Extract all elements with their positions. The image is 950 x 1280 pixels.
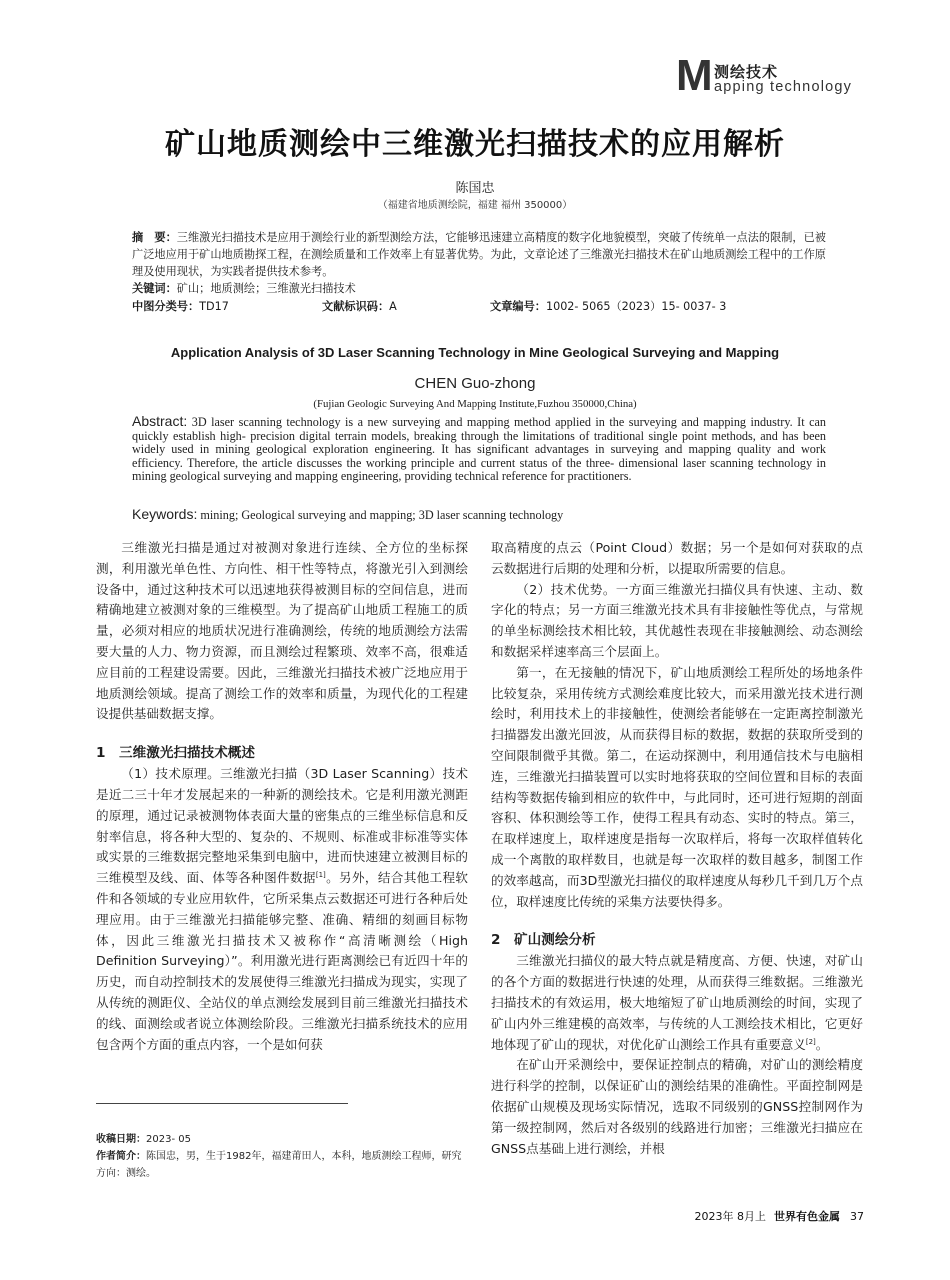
english-author: CHEN Guo-zhong (414, 375, 536, 392)
doc-code-value: A (389, 300, 397, 313)
section-1-heading: 1 三维激光扫描技术概述 (96, 745, 255, 762)
section-2-text-a: 三维激光扫描仪的最大特点就是精度高、方便、快速，对矿山的各个方面的数据进行快速的处理，从而获得三维数据。三维激光扫描技术的有效运用，极大地缩短了矿山地质测绘的时间，实现了矿山内外三维建模的高效率，与传统的人工测绘技术相比，它更好地体现了矿山的现状，对优化矿山测绘工作具有重要意义 (491, 953, 863, 1052)
right-continuation-paragraph: 取高精度的点云（Point Cloud）数据；另一个是如何对获取的点云数据进行后期的处理和分析，以提取所需要的信息。 (491, 540, 863, 576)
advantage-detail-paragraph: 第一，在无接触的情况下，矿山地质测绘工程所处的场地条件比较复杂，采用传统方式测绘难度比较大，而采用激光技术进行测绘时，利用技术上的非接触性，使测绘者能够在一定距离控制激光扫描器发出激光回波，从而获得目标的数据，数据的获取所受到的空间限制微乎其微。第二，在运动探测中，利用通信技术与电脑相连，三维激光扫描装置可以实时地将获取的空间位置和目标的表面结构等数据传输到相应的软件中，与此同时，还可进行短期的剖面容积、体积测绘等工作，使得工程具有动态、实时的特点。第三，在取样速度上，取样速度是指每一次取样后，将每一次取样值转化成一个离散的取样数目，也就是每一次取样的数目越多，制图工作的效率越高，而3D型激光扫描仪的取样速度从每秒几千到几万个点位，取样速度比传统的采集方法要快得多。 (491, 664, 863, 909)
author-name: 陈国忠 (455, 181, 495, 196)
english-title: Application Analysis of 3D Laser Scanning Technology in Mine Geological Surveying and Mapping (170, 345, 780, 360)
section-1-paragraph (96, 764, 468, 1055)
intro-paragraph: 三维激光扫描是通过对被测对象进行连续、全方位的坐标探测，利用激光单色性、方向性、相干性等特点，将激光引入到测绘设备中，通过这种技术可以迅速地获得被测目标的空间信息，进而精确地建立被测对象的三维模型。为了提高矿山地质工程施工的质量，必须对相应的地质状况进行准确测绘，传统的地质测绘方法需要大量的人力、物力资源，而且测绘过程繁琐、效率不高，很难适应目前的工程建设需要。因此，三维激光扫描技术被广泛地应用于地质测绘领域。提高了测绘工作的效率和质量，为现代化的工程建设提供基础数据支撑。 (96, 540, 468, 722)
page-number: 37 (850, 1210, 864, 1223)
clc-number (132, 298, 229, 315)
english-affiliation: (Fujian Geologic Surveying And Mapping Institute,Fuzhou 350000,China) (313, 398, 637, 410)
page-footer (695, 1208, 865, 1224)
issue-date: 2023年 8月上 (694, 1210, 766, 1223)
keywords-en-label: Keywords: (132, 506, 198, 522)
received-label: 收稿日期： (96, 1134, 146, 1145)
keywords-text: 矿山；地质测绘；三维激光扫描技术 (176, 282, 356, 295)
abstract-en-label: Abstract: (132, 413, 188, 429)
journal-logo (676, 51, 866, 100)
tech-advantage-paragraph: （2）技术优势。一方面三维激光扫描仪具有快速、主动、数字化的特点；另一方面三维激光技术具有非接触性等优点，与常规的单坐标测绘技术相比较，其优越性表现在非接触测绘、动态测绘和数据采样速率高三个层面上。 (491, 581, 863, 659)
section-2-text-b: 。 (815, 1036, 829, 1052)
footer-journal-name: 世界有色金属 (774, 1210, 840, 1223)
logo-letter: M (676, 51, 713, 100)
footnote-received (96, 1131, 468, 1148)
footnote-divider (96, 1103, 348, 1104)
author-affiliation: （福建省地质测绘院，福建 福州 350000） (377, 200, 573, 211)
keywords-en-text: mining; Geological surveying and mapping; 3D laser scanning technology (200, 508, 564, 522)
keywords-cn (132, 280, 356, 297)
clc-value: TD17 (199, 300, 229, 313)
keywords-en (132, 506, 563, 523)
section-2-paragraph-2: 在矿山开采测绘中，要保证控制点的精确，对矿山的测绘精度进行科学的控制，以保证矿山的测绘结果的准确性。平面控制网是依据矿山规模及现场实际情况，选取不同级别的GNSS控制网作为第一级控制网，然后对各级别的线路进行加密；三维激光扫描应在GNSS点基础上进行测绘，并根 (491, 1057, 863, 1156)
abstract-en (132, 415, 826, 484)
doc-code-label: 文献标识码： (322, 300, 390, 313)
abstract-cn (132, 229, 826, 280)
article-no-label: 文章编号： (490, 300, 546, 313)
journal-name-en: apping technology (714, 79, 853, 95)
section-2-heading: 2 矿山测绘分析 (491, 932, 596, 949)
section-1-text-a: （1）技术原理。三维激光扫描（3D Laser Scanning）技术是近二三十年才发展起来的一种新的测绘技术。它是利用激光测距的原理，通过记录被测物体表面大量的密集点的三维坐标信息和反射率信息，将各种大型的、复杂的、不规则、标准或非标准等实体或实景的三维数据完整地采集到电脑中，进而快速建立被测目标的三维模型及线、面、体等各种图件数据 (96, 766, 468, 886)
article-no-value: 1002- 5065（2023）15- 0037- 3 (545, 300, 727, 313)
journal-name-cn: 测绘技术 (714, 63, 779, 81)
article-number (490, 298, 726, 315)
citation-2[interactable]: [2] (805, 1037, 816, 1046)
document-code (322, 298, 397, 315)
footnote-author-bio (96, 1148, 468, 1182)
body-left-column (96, 538, 468, 1055)
body-right-column (491, 538, 863, 1159)
author-bio-text: 陈国忠，男，生于1982年，福建莆田人，本科，地质测绘工程师，研究方向：测绘。 (96, 1151, 462, 1179)
clc-label: 中图分类号： (132, 300, 200, 313)
abstract-label: 摘 要： (132, 231, 177, 244)
keywords-label: 关键词： (132, 282, 177, 295)
section-1-text-b: 。另外，结合其他工程软件和各领域的专业应用软件，它所采集点云数据还可进行各种后处理应用。由于三维激光扫描能够完整、准确、精细的刻画目标物体，因此三维激光扫描技术又被称作“高清晰测绘（High Definition Surveying）”。利用激光进行距离测绘已有近四十年的历史，而自动控制技术的发展使得三维激光扫描成为现实，实现了从传统的测距仪、全站仪的单点测绘发展到目前三维激光扫描技术的线、面测绘或者说立体测绘阶段。三维激光扫描系统技术的应用包含两个方面的重点内容，一个是如何获 (96, 870, 469, 1052)
section-2-paragraph-1 (491, 951, 863, 1055)
received-date: 2023- 05 (146, 1134, 191, 1145)
abstract-text: 三维激光扫描技术是应用于测绘行业的新型测绘方法，它能够迅速建立高精度的数字化地貌模型，突破了传统单一点法的限制，已被广泛地应用于矿山地质勘探工程，在测绘质量和工作效率上有显著优势。为此，文章论述了三维激光扫描技术在矿山地质测绘工程中的工作原理及使用现状，为实践者提供技术参考。 (132, 231, 826, 278)
paper-title: 矿山地质测绘中三维激光扫描技术的应用解析 (165, 127, 785, 162)
author-bio-label: 作者简介： (96, 1151, 146, 1162)
abstract-en-text: 3D laser scanning technology is a new surveying and mapping method applied in the surveying and mapping industry. It can quickly establish high- precision digital terrain models, breaking through the limitations of traditional single point methods, and has been widely used in mining geological exploration engineering. It has significant advantages in surveying and mapping quality and work efficiency. Therefore, the article discusses the working principle and current status of the three- dimensional laser scanning technology in mining geological surveying and mapping engineering, providing technical reference for practitioners. (132, 415, 826, 484)
citation-1[interactable]: [1] (315, 870, 326, 879)
